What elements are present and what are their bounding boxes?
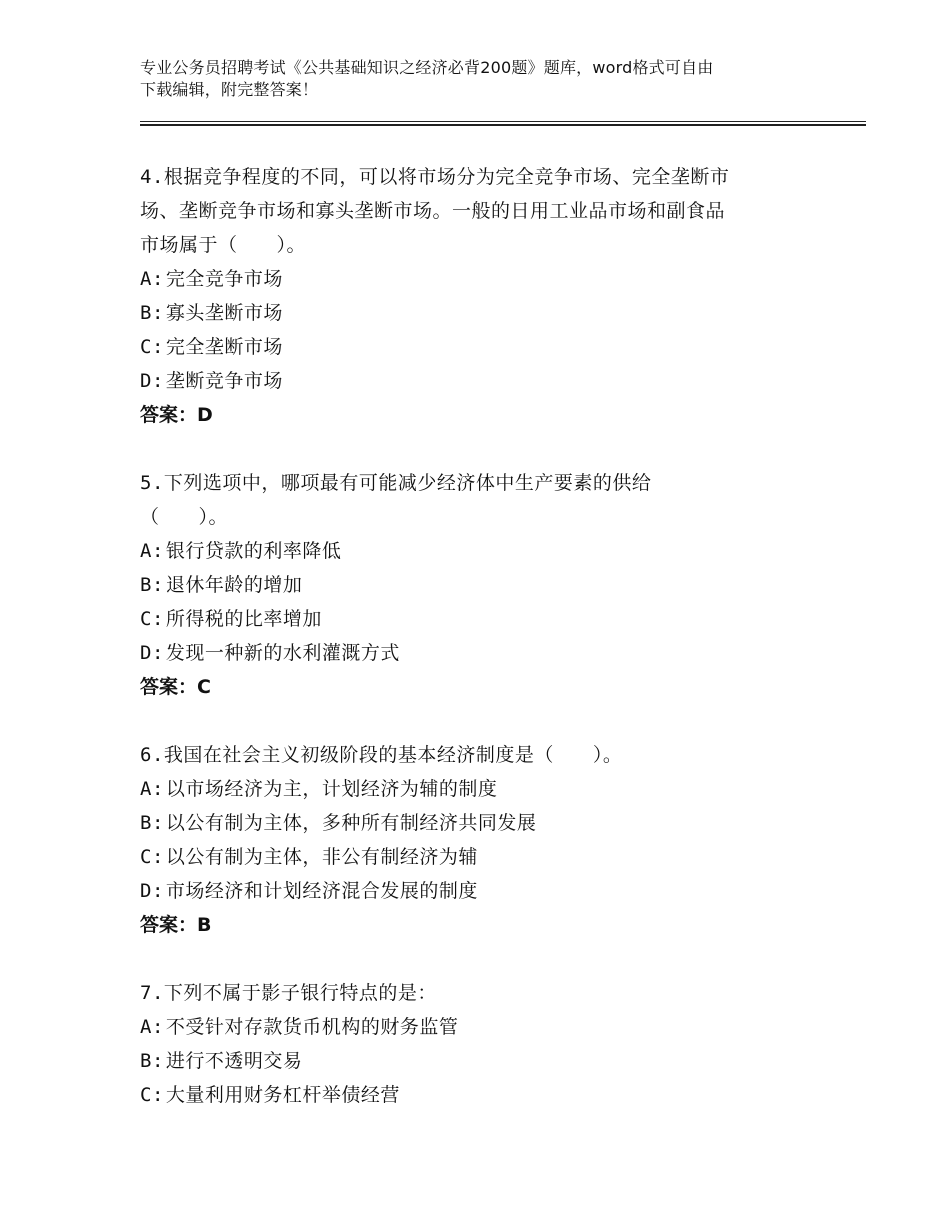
option-text: 发现一种新的水利灌溉方式 bbox=[165, 642, 400, 664]
option-key: C: bbox=[140, 336, 164, 358]
header-rule-thick bbox=[140, 124, 866, 126]
option-key: A: bbox=[140, 540, 164, 562]
answer-option bbox=[140, 262, 840, 296]
option-text: 银行贷款的利率降低 bbox=[165, 540, 342, 562]
answer-option bbox=[140, 772, 840, 806]
option-text: 市场经济和计划经济混合发展的制度 bbox=[165, 880, 478, 902]
question-block bbox=[140, 466, 840, 704]
answer-option bbox=[140, 364, 840, 398]
option-text: 不受针对存款货币机构的财务监管 bbox=[165, 1016, 459, 1038]
question-text-line: （ ）。 bbox=[140, 506, 229, 528]
question-text-line: 6.我国在社会主义初级阶段的基本经济制度是（ ）。 bbox=[140, 744, 623, 766]
option-key: D: bbox=[140, 880, 164, 902]
option-text: 以公有制为主体，多种所有制经济共同发展 bbox=[165, 812, 537, 834]
answer-option bbox=[140, 1078, 840, 1112]
option-key: B: bbox=[140, 574, 164, 596]
option-text: 垄断竞争市场 bbox=[165, 370, 283, 392]
answer-option bbox=[140, 1044, 840, 1078]
answer-option bbox=[140, 568, 840, 602]
option-key: A: bbox=[140, 1016, 164, 1038]
option-key: B: bbox=[140, 812, 164, 834]
option-text: 以公有制为主体，非公有制经济为辅 bbox=[165, 846, 478, 868]
option-key: C: bbox=[140, 846, 164, 868]
option-text: 寡头垄断市场 bbox=[165, 302, 283, 324]
answer-option bbox=[140, 840, 840, 874]
option-key: A: bbox=[140, 778, 164, 800]
answer-key: 答案：C bbox=[140, 676, 211, 698]
answer-option bbox=[140, 602, 840, 636]
answer-option bbox=[140, 534, 840, 568]
header-rule-thin bbox=[140, 121, 866, 122]
option-key: B: bbox=[140, 1050, 164, 1072]
question-text-line: 7.下列不属于影子银行特点的是： bbox=[140, 982, 437, 1004]
option-text: 所得税的比率增加 bbox=[165, 608, 322, 630]
option-text: 退休年龄的增加 bbox=[165, 574, 303, 596]
answer-option bbox=[140, 636, 840, 670]
question-text-line: 4.根据竞争程度的不同，可以将市场分为完全竞争市场、完全垄断市 bbox=[140, 166, 730, 188]
answer-option bbox=[140, 330, 840, 364]
answer-key: 答案：B bbox=[140, 914, 212, 936]
option-key: A: bbox=[140, 268, 164, 290]
option-key: D: bbox=[140, 370, 164, 392]
option-key: C: bbox=[140, 608, 164, 630]
option-text: 完全垄断市场 bbox=[165, 336, 283, 358]
option-text: 进行不透明交易 bbox=[165, 1050, 303, 1072]
question-block bbox=[140, 976, 840, 1112]
answer-option bbox=[140, 1010, 840, 1044]
header-line-2: 下载编辑，附完整答案！ bbox=[140, 80, 319, 99]
question-list bbox=[140, 160, 840, 1146]
question-text-line: 场、垄断竞争市场和寡头垄断市场。一般的日用工业品市场和副食品 bbox=[140, 200, 726, 222]
option-text: 完全竞争市场 bbox=[165, 268, 283, 290]
option-text: 大量利用财务杠杆举债经营 bbox=[165, 1084, 400, 1106]
question-text-line: 市场属于（ ）。 bbox=[140, 234, 307, 256]
question-text-line: 5.下列选项中，哪项最有可能减少经济体中生产要素的供给 bbox=[140, 472, 652, 494]
answer-key: 答案：D bbox=[140, 404, 213, 426]
option-key: B: bbox=[140, 302, 164, 324]
question-block bbox=[140, 160, 840, 432]
document-header bbox=[140, 57, 820, 101]
question-block bbox=[140, 738, 840, 942]
answer-option bbox=[140, 874, 840, 908]
header-line-1: 专业公务员招聘考试《公共基础知识之经济必背200题》题库，word格式可自由 bbox=[140, 58, 714, 77]
option-text: 以市场经济为主，计划经济为辅的制度 bbox=[165, 778, 498, 800]
option-key: D: bbox=[140, 642, 164, 664]
answer-option bbox=[140, 806, 840, 840]
option-key: C: bbox=[140, 1084, 164, 1106]
answer-option bbox=[140, 296, 840, 330]
